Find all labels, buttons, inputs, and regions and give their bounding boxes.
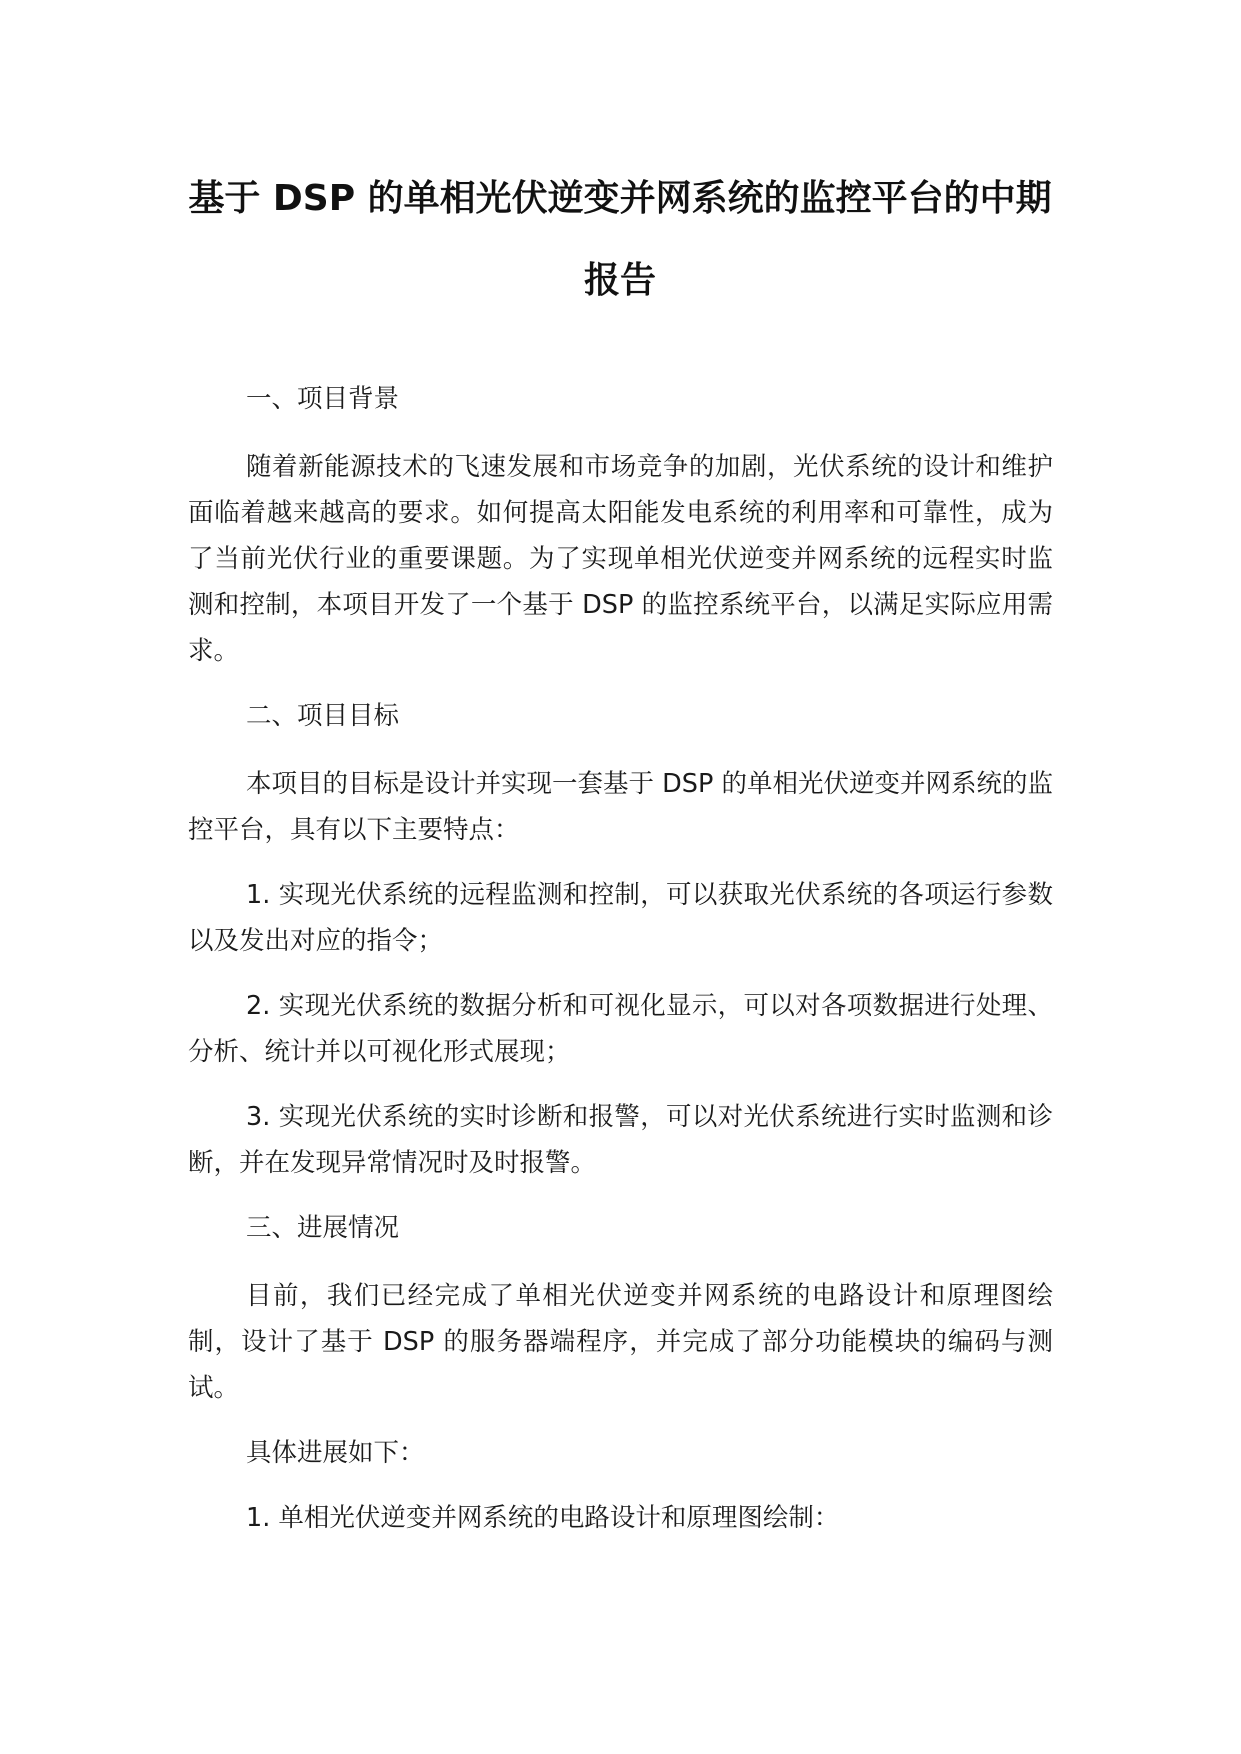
paragraph-background: 随着新能源技术的飞速发展和市场竞争的加剧，光伏系统的设计和维护面临着越来越高的要求。如何提高太阳能发电系统的利用率和可靠性，成为了当前光伏行业的重要课题。为了实现单相光伏逆变并网系统的远程实时监测和控制，本项目开发了一个基于 DSP 的监控系统平台，以满足实际应用需求。 [188, 452, 1053, 666]
section-heading-progress: 三、进展情况 [246, 1213, 400, 1243]
document-title: 基于 DSP 的单相光伏逆变并网系统的监控平台的中期报告 [188, 178, 1052, 301]
section-heading-goals: 二、项目目标 [246, 701, 400, 731]
list-item-goal-2: 2. 实现光伏系统的数据分析和可视化显示，可以对各项数据进行处理、分析、统计并以可视化形式展现； [188, 991, 1053, 1067]
paragraph-goals-intro: 本项目的目标是设计并实现一套基于 DSP 的单相光伏逆变并网系统的监控平台，具有以下主要特点： [188, 769, 1053, 845]
list-item-progress-1: 1. 单相光伏逆变并网系统的电路设计和原理图绘制： [246, 1503, 840, 1533]
document-body [188, 376, 1053, 1560]
section-heading-background: 一、项目背景 [246, 384, 400, 414]
list-item-goal-3: 3. 实现光伏系统的实时诊断和报警，可以对光伏系统进行实时监测和诊断，并在发现异常情况时及时报警。 [188, 1102, 1053, 1178]
paragraph-progress-detail-intro: 具体进展如下： [246, 1438, 425, 1468]
list-item-goal-1: 1. 实现光伏系统的远程监测和控制，可以获取光伏系统的各项运行参数以及发出对应的指令； [188, 880, 1053, 956]
paragraph-progress: 目前，我们已经完成了单相光伏逆变并网系统的电路设计和原理图绘制，设计了基于 DSP 的服务器端程序，并完成了部分功能模块的编码与测试。 [188, 1281, 1053, 1403]
